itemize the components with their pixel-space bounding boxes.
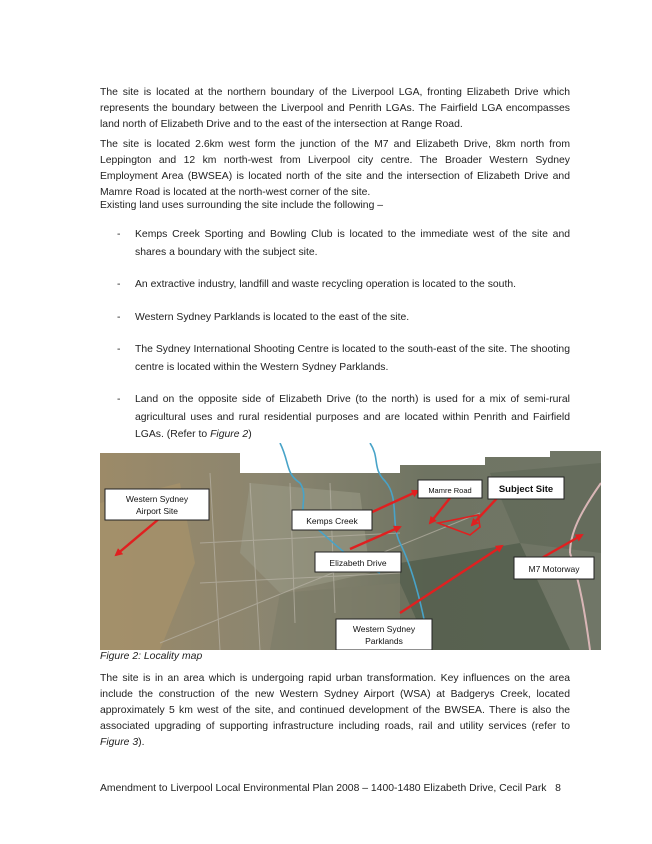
list-item-text: An extractive industry, landfill and waste recycling operation is located to the south. — [135, 279, 517, 290]
paragraph-land-uses-intro: Existing land uses surrounding the site include the following – — [100, 200, 384, 211]
figure-reference: Figure 3 — [100, 737, 139, 748]
list-item-text: Western Sydney Parklands is located to the east of the site. — [135, 311, 410, 323]
label-mamre-road — [418, 480, 482, 498]
list-item — [100, 276, 570, 294]
label-western-sydney-parklands — [336, 619, 432, 650]
label-elizabeth-drive-text: Elizabeth Drive — [329, 558, 387, 568]
locality-map — [100, 443, 601, 650]
list-item — [100, 226, 570, 261]
label-kemps-creek-text: Kemps Creek — [306, 516, 358, 526]
label-subject-site — [488, 477, 564, 499]
list-item-text: The Sydney International Shooting Centre is located to the south-east of the site. The shooting centre is located within the Western Sydney Parklands. — [135, 344, 570, 373]
page-number: 8 — [555, 783, 561, 794]
bullet-dash: - — [117, 229, 121, 240]
label-airport-line2: Airport Site — [135, 506, 179, 516]
label-parklands-line2: Parklands — [365, 636, 403, 646]
label-western-sydney-airport — [105, 489, 209, 520]
footer-text: Amendment to Liverpool Local Environmental Plan 2008 – 1400-1480 Elizabeth Drive, Cecil Park — [100, 783, 547, 794]
label-mamre-road-text: Mamre Road — [428, 486, 472, 495]
list-item — [100, 309, 570, 327]
bullet-dash: - — [117, 311, 121, 323]
bullet-dash: - — [117, 394, 121, 405]
label-subject-site-text: Subject Site — [498, 484, 554, 495]
list-item-text: Land on the opposite side of Elizabeth Drive (to the north) is used for a mix of semi-rural agricultural uses and rural residential purposes and are located within Penrith and Fairfield LGAs. (Refer to — [135, 394, 570, 440]
figure-reference: Figure 2 — [210, 429, 249, 440]
label-airport-line1: Western Sydney — [125, 494, 189, 504]
paragraph-site-location: The site is located at the northern boundary of the Liverpool LGA, fronting Elizabeth Drive which represents the boundary between the Liverpool and Penrith LGAs. The Fairfield LGA encompasses land north of Elizabeth Drive and to the east of the intersection at Range Road. — [100, 87, 570, 130]
land-uses-list — [100, 226, 570, 459]
list-item-text: Kemps Creek Sporting and Bowling Club is located to the immediate west of the site and shares a boundary with the subject site. — [135, 229, 570, 258]
bullet-dash: - — [117, 344, 121, 355]
label-m7-motorway-text: M7 Motorway — [528, 564, 580, 574]
label-kemps-creek — [292, 510, 372, 530]
label-m7-motorway — [514, 557, 594, 579]
page-footer — [100, 783, 561, 794]
label-parklands-line1: Western Sydney — [352, 624, 416, 634]
paragraph-site-distances: The site is located 2.6km west form the junction of the M7 and Elizabeth Drive, 8km north from Leppington and 12 km north-west from Liverpool city centre. The Broader Western Sydney Employment Area (BWSEA) is located north of the site and the intersection of Elizabeth Drive and Mamre Road is located at the north-west corner of the site. — [100, 139, 570, 198]
list-item — [100, 341, 570, 376]
label-elizabeth-drive — [315, 552, 401, 572]
figure-caption: Figure 2: Locality map — [100, 651, 203, 662]
paragraph-urban-transformation: The site is in an area which is undergoing rapid urban transformation. Key influences on the area include the construction of the new Western Sydney Airport (WSA) at Badgerys Creek, located approximately 5 km west of the site, and continued development of the BWSEA. There is also the associated upgrading of supporting infrastructure including roads, rail and utility services (refer to Figure 3). — [100, 673, 570, 748]
list-item: - Land on the opposite side of Elizabeth Drive (to the north) is used for a mix of semi-rural agricultural uses and rural residential purposes and are located within Penrith and Fairfield LGAs. (Refer to Figure 2) — [100, 391, 570, 444]
bullet-dash: - — [117, 279, 121, 290]
